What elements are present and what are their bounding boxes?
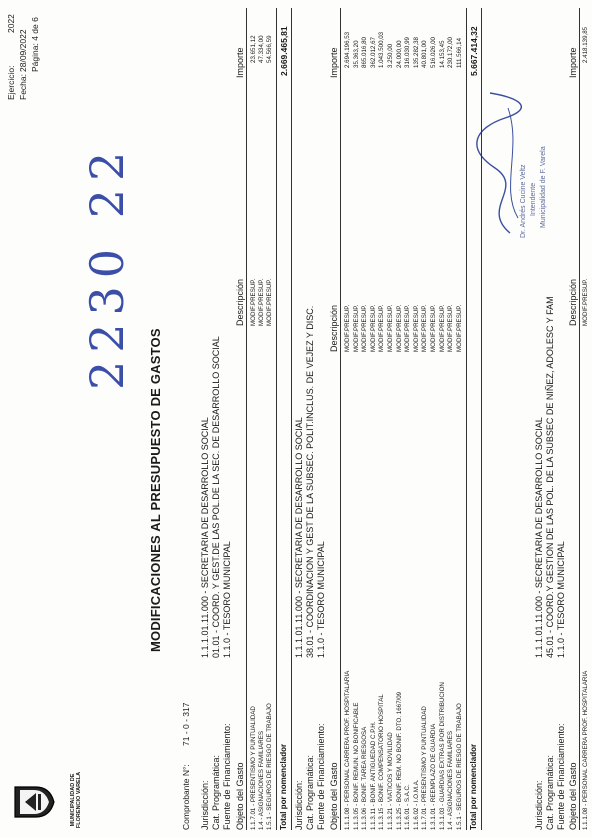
table-row-desc: MODIF.PRESUP. — [404, 304, 412, 352]
table-row: 1.5.1 - SEGUROS DE RIESGO DE TRABAJO — [266, 703, 273, 830]
table-row-imp: 2.694.196,53 — [344, 31, 351, 68]
table-row-desc: MODIF.PRESUP. — [266, 278, 273, 326]
table-row-desc: MODIF.PRESUP. — [378, 304, 386, 352]
municipality-caption: MUNICIPALIDAD DE FLORENCIO VARELA — [70, 771, 82, 829]
table-row-imp: 135.282,38 — [412, 37, 420, 68]
table-row-desc: MODIF.PRESUP. — [344, 304, 351, 352]
table-row-imp: 23.651,12 — [250, 35, 257, 63]
table-row: 1.4 - ASIGNACIONES FAMILIARES — [258, 730, 265, 830]
ejercicio-label: Ejercicio: — [6, 65, 16, 100]
table-row-imp: 111.566,14 — [455, 37, 463, 68]
fecha-value: 28/09/2022 — [18, 29, 28, 72]
s2-jurisdiccion-label: Jurisdicción: — [294, 780, 304, 830]
comprobante-label: Comprobante N°: — [181, 764, 191, 830]
table-row-desc: MODIF.PRESUP. — [582, 278, 589, 326]
table-row-imp: 865.016,80 — [361, 37, 369, 68]
s1-fuente-value: 1.1.0 - TESORO MUNICIPAL — [222, 541, 232, 658]
table-row: 1.4 - ASIGNACIONES FAMILIARES — [447, 730, 455, 830]
table-row: 1.1.7.01 - PRESENTISMO Y PUNTUALIDAD — [250, 706, 257, 830]
s1-total-rule — [276, 8, 277, 830]
s1-header-rule — [246, 8, 247, 830]
page-number: Página: 4 de 6 — [30, 17, 40, 72]
table-row: 1.1.3.05 - BONIF. REMUN. NO BONIFICABLE — [352, 702, 360, 830]
s2-jurisdiccion-value: 1.1.1.01.11.000 - SECRETARIA DE DESARROLLO SOCIAL — [294, 417, 304, 658]
table-row-desc: MODIF.PRESUP. — [395, 304, 403, 352]
table-row: 1.1.3.11 - BONIF. ANTIGUEDAD C.P.H. — [369, 721, 377, 830]
table-row: 1.1.6.02 - I.O.M.A. — [412, 779, 420, 830]
s1-jurisdiccion-value: 1.1.1.01.11.000 - SECRETARIA DE DESARROLLO SOCIAL — [200, 417, 210, 658]
s2-fuente-value: 1.1.0 - TESORO MUNICIPAL — [316, 541, 326, 658]
table-row-imp: 516.026,00 — [430, 37, 437, 68]
table-row: 1.1.7.01 - PRESENTISMO Y PUNTUALIDAD — [421, 706, 429, 830]
table-row-desc: MODIF.PRESUP. — [421, 304, 429, 352]
table-row-desc: MODIF.PRESUP. — [438, 304, 446, 352]
s2-fuente-label: Fuente de Financiamiento: — [316, 723, 326, 830]
s1-descripcion-header: Descripción — [235, 278, 245, 326]
table-row-desc: MODIF.PRESUP. — [447, 304, 455, 352]
s1-total-label: Total por nomenclador — [279, 743, 288, 830]
s1-cat-value: 01.01 - COORD. Y GEST.DE LAS POL.DE LA SEC. DE DESARROLLO SOCIAL — [211, 336, 221, 658]
table-row: 1.3.1.03 - GUARDIAS EXTRAS POR DISTRIBUCION — [438, 682, 446, 830]
s3-header-rule — [579, 8, 580, 830]
table-row-imp: 47.334,00 — [258, 35, 265, 63]
s3-descripcion-header: Descripción — [568, 278, 578, 326]
fecha-label: Fecha: — [18, 74, 28, 100]
table-row: 1.1.6.01 - S.A.C. — [404, 784, 412, 830]
table-row-imp: 35.363,20 — [352, 40, 360, 68]
s3-cat-value: 45.01 - COORD.Y GESTION DE LAS POL. DE LA SUBSEC DE NIÑEZ, ADOLESC Y FAM — [545, 296, 555, 658]
comprobante-value: 71 - 0 - 317 — [181, 702, 191, 746]
s2-descripcion-header: Descripción — [329, 304, 339, 352]
s3-importe-header: Importe — [568, 47, 578, 78]
table-row: 1.1.1.08 - PERSONAL CARRERA PROF. HOSPITALARIA — [344, 670, 351, 830]
s1-fuente-label: Fuente de Financiamiento: — [222, 723, 232, 830]
stamp-number: 2230 22 — [80, 143, 134, 390]
s1-total-value: 2.669.465,81 — [279, 26, 289, 76]
signature-entity: Municipalidad de F. Varela — [540, 146, 547, 228]
ejercicio-value: 2022 — [6, 14, 16, 33]
s2-header-rule — [340, 8, 341, 830]
s2-total-value: 5.667.414,32 — [469, 26, 479, 76]
s3-cat-label: Cat. Programática: — [545, 754, 555, 830]
table-row: 1.3.1.01 - REEMPLAZO DE GUARDIA — [430, 723, 437, 830]
table-row: 1.1.3.15 - BONIF. COMPENSATORIO HOSPITAL — [378, 694, 386, 830]
s1-objeto-header: Objeto del Gasto — [235, 762, 245, 830]
table-row-desc: MODIF.PRESUP. — [387, 304, 394, 352]
table-row-imp: 1.043.500,03 — [378, 31, 386, 68]
table-row-desc: MODIF.PRESUP. — [361, 304, 369, 352]
s2-objeto-header: Objeto del Gasto — [329, 762, 339, 830]
table-row-desc: MODIF.PRESUP. — [412, 304, 420, 352]
signature-name: Dr. Andrés Cucine Veltz — [520, 164, 527, 238]
s2-total-label: Total por nomenclador — [469, 743, 478, 830]
table-row-desc: MODIF.PRESUP. — [250, 278, 257, 326]
table-row: 1.1.3.21 - VIATICOS Y MOVILIDAD — [387, 732, 394, 830]
s3-jurisdiccion-label: Jurisdicción: — [534, 780, 544, 830]
s2-importe-header: Importe — [329, 47, 339, 78]
table-row-imp: 40.801,00 — [421, 40, 429, 68]
table-row: 1.1.1.08 - PERSONAL CARRERA PROF. HOSPITALARIA — [582, 670, 589, 830]
table-row: 1.1.3.25 - BONIF. REM. NO BONIF. DTO. 1667/09 — [395, 691, 403, 830]
s1-cat-label: Cat. Programática: — [211, 754, 221, 830]
table-row-desc: MODIF.PRESUP. — [258, 278, 265, 326]
table-row: 1.5.1 - SEGUROS DE RIESGO DE TRABAJO — [455, 703, 463, 830]
table-row-desc: MODIF.PRESUP. — [430, 304, 437, 352]
s3-fuente-label: Fuente de Financiamiento: — [556, 723, 566, 830]
table-row-desc: MODIF.PRESUP. — [455, 304, 463, 352]
s2-end-rule — [481, 8, 482, 830]
table-row-imp: 24.000,00 — [395, 40, 403, 68]
page-title: MODIFICACIONES AL PRESUPUESTO DE GASTOS — [148, 328, 163, 652]
table-row-imp: 54.566,59 — [266, 35, 273, 63]
s3-jurisdiccion-value: 1.1.1.01.11.000 - SECRETARIA DE DESARROLLO SOCIAL — [534, 417, 544, 658]
table-row-imp: 362.012,67 — [369, 37, 377, 68]
s1-end-rule — [291, 8, 292, 830]
municipal-shield-icon — [12, 784, 56, 820]
table-row-desc: MODIF.PRESUP. — [352, 304, 360, 352]
signature-role: Intendente — [530, 182, 537, 216]
table-row-imp: 3.250,00 — [387, 43, 394, 68]
table-row: 1.1.3.06 - BONIF. TAREA RIESGOSA — [361, 726, 369, 830]
table-row-imp: 2.418.139,85 — [582, 26, 589, 63]
table-row-desc: MODIF.PRESUP. — [369, 304, 377, 352]
s2-cat-label: Cat. Programática: — [305, 754, 315, 830]
s3-objeto-header: Objeto del Gasto — [568, 762, 578, 830]
table-row-imp: 14.153,45 — [438, 40, 446, 68]
s1-jurisdiccion-label: Jurisdicción: — [200, 780, 210, 830]
s1-importe-header: Importe — [235, 47, 245, 78]
table-row-imp: 230.172,00 — [447, 37, 455, 68]
table-row-imp: 316.030,99 — [404, 37, 412, 68]
s2-cat-value: 38.01 - COORDINACION Y GEST DE LA SUBSEC. POLIT.INCLUS. DE VEJEZ Y DISC. — [305, 305, 315, 658]
s2-total-rule — [466, 8, 467, 830]
s3-fuente-value: 1.1.0 - TESORO MUNICIPAL — [556, 541, 566, 658]
